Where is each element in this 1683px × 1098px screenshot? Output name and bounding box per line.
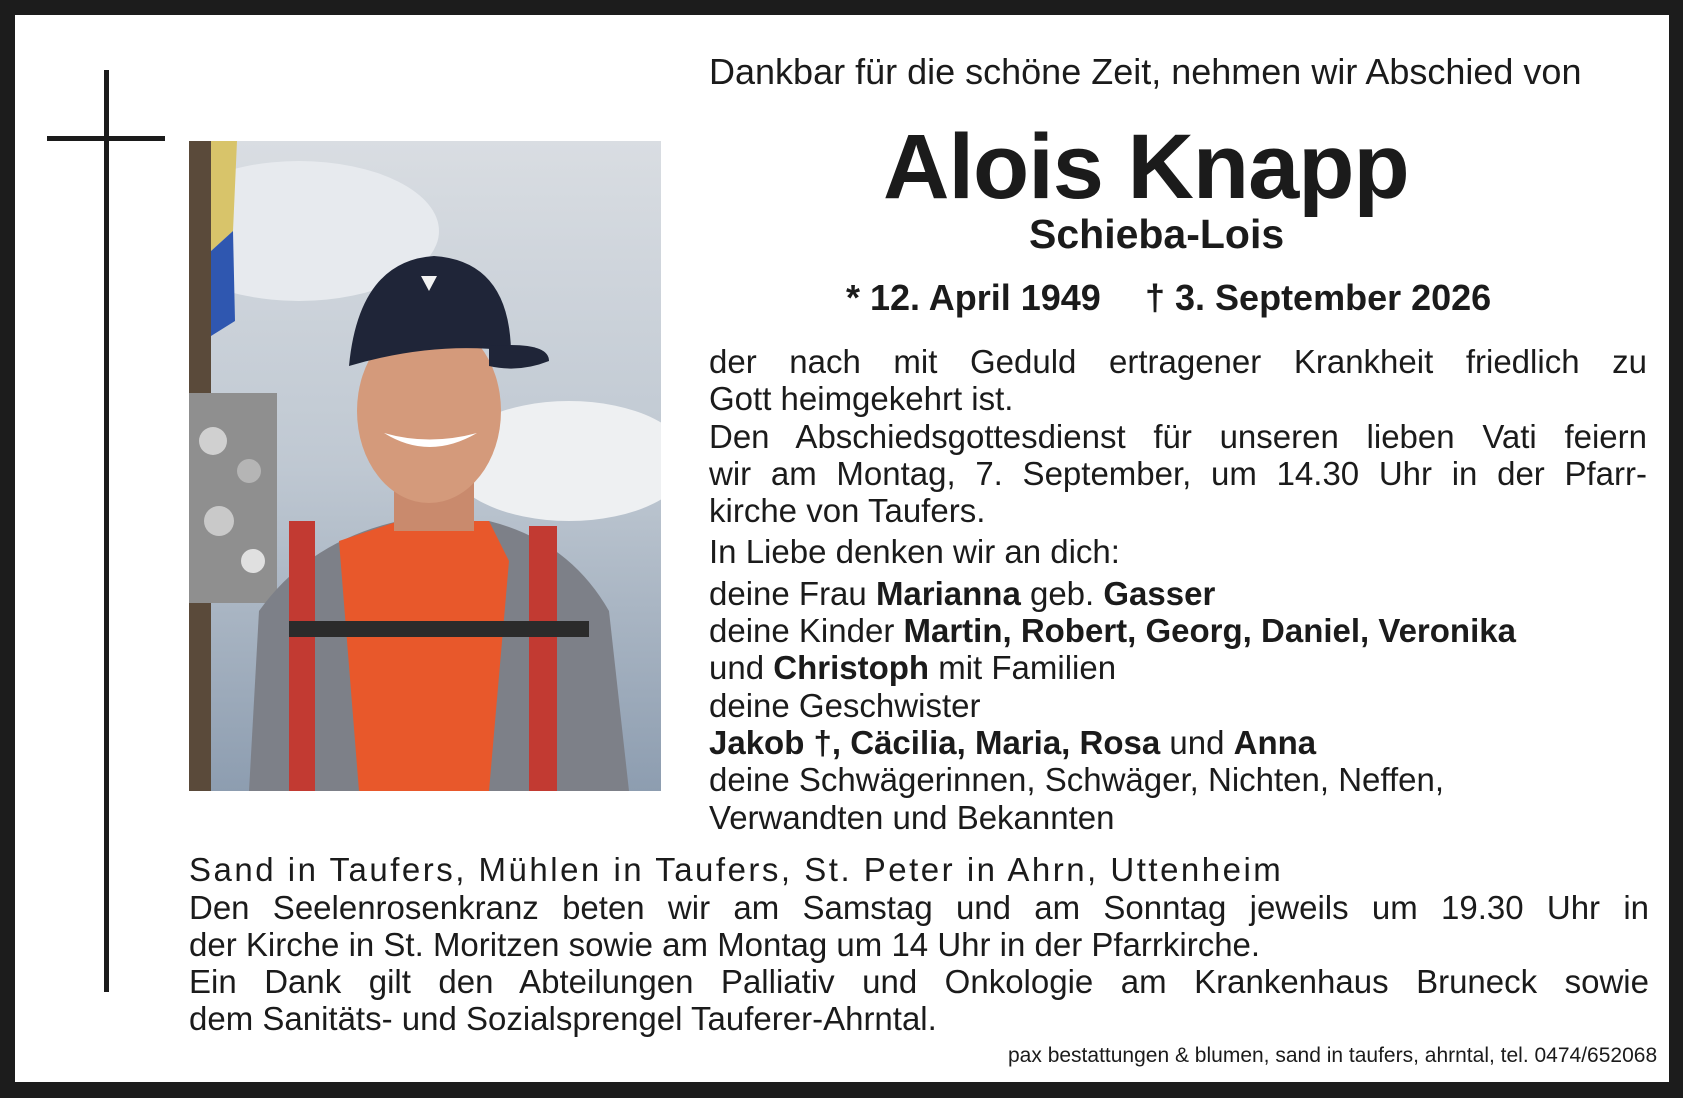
birth-date: * 12. April 1949 [846, 277, 1101, 318]
tail-line: Den Seelenrosenkranz beten wir am Samstag und am Sonntag jeweils um 19.30 Uhr in [189, 889, 1649, 926]
children-names: Martin, Robert, Georg, Daniel, Veronika [903, 612, 1516, 650]
portrait-photo [189, 141, 661, 791]
sibling-name: Anna [1233, 723, 1317, 761]
notice-tail [189, 889, 1649, 1037]
body-line: Gott heimgekehrt ist. [709, 380, 1014, 418]
body-line: der nach mit Geduld ertragener Krankheit friedlich zu [709, 343, 1647, 380]
mourner-wife [709, 575, 1647, 612]
cross-icon-bar [47, 136, 165, 141]
tail-line: Ein Dank gilt den Abteilungen Palliativ und Onkologie am Krankenhaus Bruneck sowie [189, 963, 1649, 1000]
cross-icon [104, 70, 109, 992]
mourners-intro: In Liebe denken wir an dich: [709, 533, 1120, 571]
child-name: Christoph [773, 649, 930, 687]
label-text: mit Familien [929, 649, 1117, 687]
places-line: Sand in Taufers, Mühlen in Taufers, St. Peter in Ahrn, Uttenheim [189, 851, 1284, 888]
wife-maiden-name: Gasser [1103, 574, 1216, 612]
tail-line: der Kirche in St. Moritzen sowie am Montag um 14 Uhr in der Pfarrkirche. [189, 926, 1261, 963]
intro-line: Dankbar für die schöne Zeit, nehmen wir Abschied von [709, 51, 1582, 92]
label-text: deine Frau [709, 574, 876, 612]
mourner-children-cont [709, 649, 1647, 686]
deceased-name: Alois Knapp [883, 116, 1409, 218]
nickname: Schieba-Lois [1029, 211, 1285, 257]
body-line: Den Abschiedsgottesdienst für unseren lieben Vati feiern [709, 417, 1647, 455]
notice-body [709, 343, 1647, 836]
body-line: wir am Montag, 7. September, um 14.30 Uhr in der Pfarr- [709, 454, 1647, 492]
obituary-notice [15, 15, 1669, 1082]
mourner-relatives: deine Schwägerinnen, Schwäger, Nichten, Neffen, [709, 761, 1445, 799]
mourner-relatives: Verwandten und Bekannten [709, 798, 1115, 836]
label-text: und [1160, 723, 1234, 761]
body-line: kirche von Taufers. [709, 492, 986, 530]
label-text: und [709, 649, 774, 687]
wife-name: Marianna [875, 574, 1021, 612]
label-text: geb. [1020, 574, 1104, 612]
label-text: deine Kinder [709, 612, 904, 650]
mourner-siblings-label: deine Geschwister [709, 686, 981, 724]
mourner-siblings [709, 724, 1647, 761]
funeral-home-footer: pax bestattungen & blumen, sand in taufers, ahrntal, tel. 0474/652068 [1008, 1044, 1658, 1067]
siblings-names: Jakob †, Cäcilia, Maria, Rosa [709, 723, 1161, 761]
mourner-children [709, 612, 1647, 649]
death-date: † 3. September 2026 [1145, 277, 1492, 318]
tail-line: dem Sanitäts- und Sozialsprengel Tauferer-Ahrntal. [189, 1000, 937, 1037]
